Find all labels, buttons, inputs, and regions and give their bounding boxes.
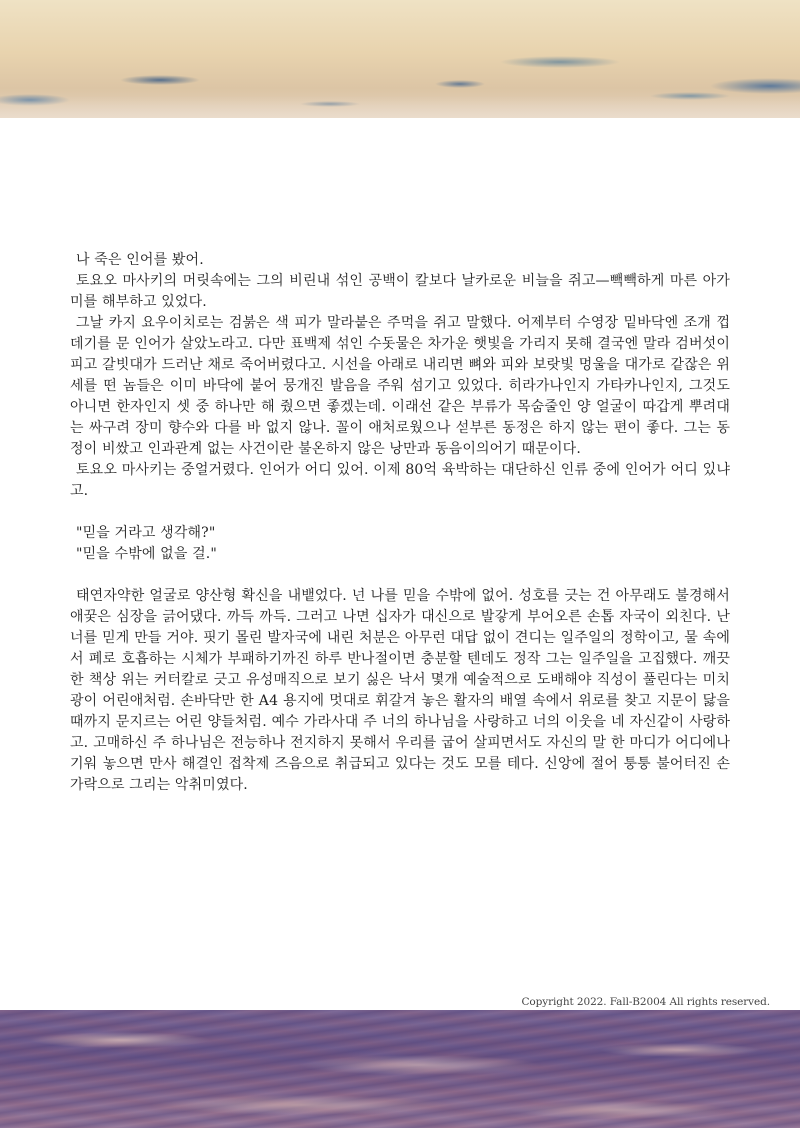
paragraph-spacer [70, 502, 730, 523]
paragraph-1: 나 죽은 인어를 봤어. [76, 252, 204, 268]
paragraph-4: 토요오 마사키는 중얼거렸다. 인어가 어디 있어. 이제 80억 육박하는 대단하신 인류 중에 인어가 어디 있냐고. [70, 462, 730, 499]
paragraph-3: 그날 카지 요우이치로는 검붉은 색 피가 말라붙은 주먹을 쥐고 말했다. 어제부터 수영장 밑바닥엔 조개 껍데기를 문 인어가 살았노라고. 다만 표백제 섞인 수돗물은 차가운 햇빛을 가리지 못해 결국엔 말라 검버섯이 피고 갈빗대가 드러난 채로 죽어버렸다고. 시선을 아래로 내리면 뼈와 피와 보랏빛 멍울을 대가로 같잖은 위세를 떤 놈들은 이미 바닥에 붙어 뭉개진 발음을 주워 섬기고 있었다. 히라가나인지 가타카나인지, 그것도 아니면 한자인지 셋 중 하나만 해 줬으면 좋겠는데. 이래선 같은 부류가 목숨줄인 양 얼굴이 따갑게 뿌려대는 싸구려 장미 향수와 다를 바 없지 않나. 꼴이 애처로웠으나 섣부른 동정은 하지 않는 편이 좋다. 그는 동정이 비쌌고 인과관계 없는 사건이란 불온하지 않은 낭만과 동음이의어기 때문이다. [70, 315, 730, 457]
story-text [70, 250, 730, 796]
dialogue-line-1: "믿을 거라고 생각해?" [76, 525, 216, 541]
header-sea-image [0, 0, 800, 118]
paragraph-closing: 태연자약한 얼굴로 양산형 확신을 내뱉었다. 넌 나를 믿을 수밖에 없어. 성호를 긋는 건 아무래도 불경해서 애꿎은 심장을 긁어댔다. 까득 까득. 그러고 나면 십자가 대신으로 발갛게 부어오른 손톱 자국이 외친다. 난 너를 믿게 만들 거야. 핏기 몰린 발자국에 내린 처분은 아무런 대답 없이 견디는 일주일의 정학이고, 물 속에서 폐로 호흡하는 시체가 부패하기까진 하루 반나절이면 충분할 텐데도 정작 그는 일주일을 고집했다. 깨끗한 책상 위는 커터칼로 긋고 유성매직으로 보기 싫은 낙서 몇개 예술적으로 도배해야 직성이 풀린다는 미치광이 어린애처럼. 손바닥만 한 A4 용지에 멋대로 휘갈겨 놓은 활자의 배열 속에서 위로를 찾고 지문이 닳을 때까지 문지르는 어린 양들처럼. 예수 가라사대 주 너의 하나님을 사랑하고 너의 이웃을 네 자신같이 사랑하고. 고매하신 주 하나님은 전능하나 전지하지 못해서 우리를 굽어 살피면서도 자신의 말 한 마디가 어디에나 기워 놓으면 만사 해결인 접착제 즈음으로 취급되고 있다는 것도 모를 테다. 신앙에 절어 퉁퉁 불어터진 손가락으로 그리는 악취미였다. [70, 588, 730, 793]
dialogue-line-2: "믿을 수밖에 없을 걸." [76, 546, 217, 562]
footer-sea-image [0, 1010, 800, 1128]
paragraph-2: 토요오 마사키의 머릿속에는 그의 비린내 섞인 공백이 칼보다 날카로운 비늘을 쥐고—빽빽하게 마른 아가미를 해부하고 있었다. [70, 273, 730, 310]
paragraph-spacer [70, 565, 730, 586]
copyright-notice: Copyright 2022. Fall-B2004 All rights reserved. [521, 996, 770, 1008]
